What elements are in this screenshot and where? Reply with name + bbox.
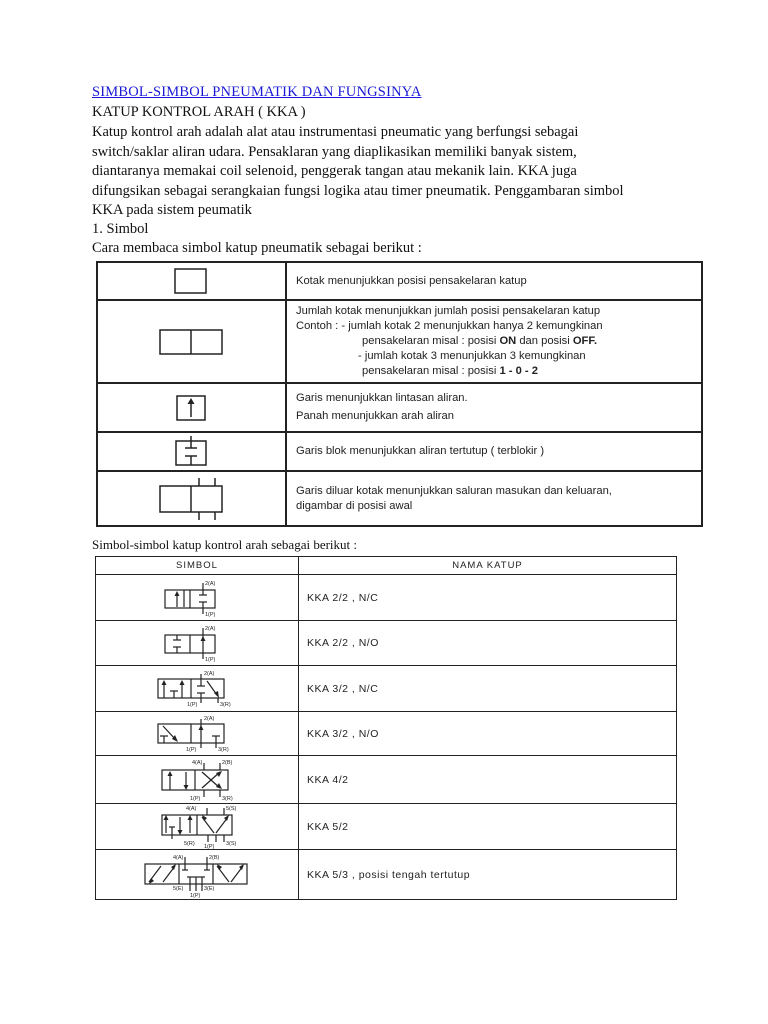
paragraph-line: diantaranya memakai coil selenoid, penggerak tangan atau mekanik lain. KKA juga <box>92 163 577 179</box>
port-label: 2(B) <box>222 759 233 766</box>
port-label: 2(A) <box>204 670 215 677</box>
legend-intro: Cara membaca simbol katup pneumatik sebagai berikut : <box>92 240 422 256</box>
valve-symbol-cell <box>96 804 299 850</box>
port-label: 1(P) <box>190 892 201 898</box>
valve-symbol-cell <box>96 756 299 804</box>
legend-text: pensakelaran misal : posisi <box>362 365 500 377</box>
port-label: 1(P) <box>205 657 216 663</box>
port-label: 3(R) <box>222 795 233 802</box>
legend-symbol-cell <box>97 383 286 432</box>
legend-text-bold: OFF. <box>572 335 598 347</box>
port-label: 1(P) <box>205 611 216 618</box>
port-label: 4(A) <box>173 854 184 861</box>
paragraph-line: KKA pada sistem peumatik <box>92 202 252 218</box>
port-label: 3(E) <box>204 885 215 892</box>
valve-name: KKA 5/2 <box>299 804 677 850</box>
blocked-box-icon <box>170 436 214 468</box>
paragraph-line: Katup kontrol arah adalah alat atau instrumentasi pneumatic yang berfungsi sebagai <box>92 124 579 140</box>
port-label: 5(R) <box>184 840 195 847</box>
table-row <box>96 666 677 712</box>
port-label: 2(A) <box>205 580 216 587</box>
kka-22-nc-icon <box>157 578 237 618</box>
port-label: 2(A) <box>204 715 215 722</box>
legend-symbol-cell <box>97 471 286 526</box>
legend-row <box>97 300 702 383</box>
legend-text-bold: ON <box>499 335 517 347</box>
legend-text: dan posisi <box>516 335 573 347</box>
header-nama-katup: NAMA KATUP <box>299 557 677 575</box>
paragraph-line: difungsikan sebagai serangkaian fungsi logika atau timer pneumatik. Penggambaran simbol <box>92 182 624 199</box>
port-label: 1(P) <box>204 843 215 849</box>
legend-row <box>97 471 702 526</box>
legend-row <box>97 383 702 432</box>
valve-symbol-cell <box>96 712 299 756</box>
legend-description <box>286 432 702 471</box>
legend-symbol-cell <box>97 432 286 471</box>
valve-name: KKA 3/2 , N/C <box>299 666 677 712</box>
legend-text-bold: 1 - 0 - 2 <box>499 365 538 377</box>
legend-text: Contoh : - jumlah kotak 2 menunjukkan hanya 2 kemungkinan <box>296 320 603 332</box>
legend-symbol-cell <box>97 300 286 383</box>
legend-row <box>97 262 702 300</box>
legend-description <box>286 300 702 383</box>
table-row <box>96 850 677 900</box>
legend-text: Garis menunjukkan lintasan aliran. <box>296 392 468 404</box>
valve-symbol-cell <box>96 621 299 666</box>
port-label: 4(A) <box>186 805 197 812</box>
table-row <box>96 804 677 850</box>
port-label: 5(E) <box>173 885 184 892</box>
legend-text: Kotak menunjukkan posisi pensakelaran katup <box>296 274 527 287</box>
legend-text: Panah menunjukkan arah aliran <box>296 410 454 422</box>
valve-symbols-table <box>95 556 677 900</box>
table-header-row <box>96 557 677 575</box>
port-label: 2(A) <box>205 626 216 632</box>
port-label: 3(R) <box>220 701 231 708</box>
single-box-icon <box>172 266 212 296</box>
table-row <box>96 575 677 621</box>
ports-box-icon <box>157 477 227 521</box>
kka-32-no-icon <box>152 714 242 754</box>
kka-52-icon <box>152 805 242 849</box>
arrow-box-icon <box>172 393 212 423</box>
valve-name: KKA 5/3 , posisi tengah tertutup <box>299 850 677 900</box>
legend-description <box>286 383 702 432</box>
numbered-item: 1. Simbol <box>92 221 149 237</box>
intro-paragraph <box>92 123 692 221</box>
port-label: 1(P) <box>186 746 197 753</box>
port-label: 1(P) <box>190 795 201 802</box>
kka-22-no-icon <box>157 623 237 663</box>
legend-text: digambar di posisi awal <box>296 499 413 512</box>
legend-text: pensakelaran misal : posisi <box>362 335 500 347</box>
legend-text: Jumlah kotak menunjukkan jumlah posisi pensakelaran katup <box>296 305 601 317</box>
kka-42-icon <box>152 758 242 802</box>
legend-description <box>286 471 702 526</box>
port-label: 3(R) <box>218 746 229 753</box>
valve-symbol-cell <box>96 666 299 712</box>
valve-symbol-cell <box>96 575 299 621</box>
port-label: 1(P) <box>187 701 198 708</box>
header-simbol: SIMBOL <box>96 557 299 575</box>
valve-name: KKA 2/2 , N/O <box>299 621 677 666</box>
kka-53-icon <box>137 852 257 898</box>
double-box-icon <box>157 327 227 357</box>
legend-description <box>286 262 702 300</box>
table-row <box>96 756 677 804</box>
section-subtitle: KATUP KONTROL ARAH ( KKA ) <box>92 104 306 120</box>
paragraph-line: switch/saklar aliran udara. Pensaklaran yang diaplikasikan memiliki banyak sistem, <box>92 143 577 160</box>
table-row <box>96 621 677 666</box>
valve-name: KKA 2/2 , N/C <box>299 575 677 621</box>
table-row <box>96 712 677 756</box>
port-label: 3(S) <box>226 840 237 847</box>
valve-name: KKA 4/2 <box>299 756 677 804</box>
symbol-legend-table <box>96 261 703 527</box>
legend-text: Garis blok menunjukkan aliran tertutup ( terblokir ) <box>296 445 545 457</box>
valve-name: KKA 3/2 , N/O <box>299 712 677 756</box>
legend-text: - jumlah kotak 3 menunjukkan 3 kemungkinan <box>358 350 586 362</box>
valves-intro: Simbol-simbol katup kontrol arah sebagai berikut : <box>92 537 358 552</box>
legend-symbol-cell <box>97 262 286 300</box>
page-title-link[interactable]: SIMBOL-SIMBOL PNEUMATIK DAN FUNGSINYA <box>92 84 422 100</box>
port-label: 5(S) <box>226 805 237 812</box>
valve-symbol-cell <box>96 850 299 900</box>
legend-row <box>97 432 702 471</box>
port-label: 4(A) <box>192 759 203 766</box>
port-label: 2(B) <box>209 854 220 861</box>
kka-32-nc-icon <box>152 669 242 709</box>
legend-text: Garis diluar kotak menunjukkan saluran masukan dan keluaran, <box>296 484 612 497</box>
